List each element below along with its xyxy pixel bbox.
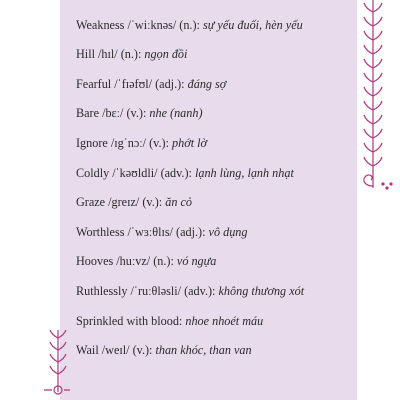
vocab-pronunciation: /huːvz/ <box>116 254 151 269</box>
vocab-term: Sprinkled with blood: <box>76 313 183 328</box>
vocab-part-of-speech: (v.): <box>149 136 169 151</box>
vocab-part-of-speech: (n.): <box>120 47 142 62</box>
vocab-meaning: ăn cỏ <box>165 195 192 210</box>
vocab-meaning: vó ngựa <box>176 254 217 269</box>
vocab-pronunciation: /ˈwiːknəs/ <box>127 17 177 32</box>
vocab-meaning: nhe (nanh) <box>149 106 203 121</box>
vine-ornament-left-icon <box>30 330 70 400</box>
vocab-pronunciation: /bɛː/ <box>102 106 124 121</box>
vocab-item-7 <box>76 186 352 216</box>
vocab-item-2 <box>76 38 352 68</box>
vocab-item-3 <box>76 67 352 97</box>
vocab-pronunciation: /ˈwɜːθlɪs/ <box>127 224 173 239</box>
vocab-term: Hill <box>76 47 95 62</box>
vocab-item-4 <box>76 97 352 127</box>
vocab-item-9 <box>76 245 352 275</box>
vocab-part-of-speech: (v.): <box>142 195 163 210</box>
vocab-part-of-speech: (adj.): <box>176 224 206 239</box>
vocab-term: Coldly <box>76 165 110 180</box>
vocab-pronunciation: /ɪgˈnɔː/ <box>110 136 147 151</box>
vocab-part-of-speech: (n.): <box>179 17 200 32</box>
vocab-pronunciation: /weɪl/ <box>101 343 130 358</box>
vocab-term: Weakness <box>76 17 125 32</box>
vocab-item-5 <box>76 126 352 156</box>
vocab-item-8 <box>76 215 352 245</box>
vocab-part-of-speech: (v.): <box>132 343 153 358</box>
vocab-meaning: đáng sợ <box>187 76 227 91</box>
vocab-term: Bare <box>76 106 100 121</box>
vocab-part-of-speech: (v.): <box>126 106 147 121</box>
vocab-term: Wail <box>76 343 99 358</box>
vocab-meaning: nhoe nhoét máu <box>185 313 264 328</box>
vocab-pronunciation: /hɪl/ <box>98 47 118 62</box>
vocab-item-6 <box>76 156 352 186</box>
vocab-term: Ignore <box>76 136 108 151</box>
vocab-meaning: vô dụng <box>208 224 248 239</box>
vocab-pronunciation: /greɪz/ <box>108 195 140 210</box>
vocab-item-12 <box>76 334 352 364</box>
vocab-item-10 <box>76 274 352 304</box>
vocab-meaning: phớt lờ <box>172 136 208 151</box>
vocab-item-11 <box>76 304 352 334</box>
vocab-term: Graze <box>76 195 106 210</box>
vocab-meaning: than khóc, than van <box>155 343 252 358</box>
vocab-term: Ruthlessly <box>76 284 128 299</box>
vocab-term: Worthless <box>76 224 125 239</box>
vocab-part-of-speech: (n.): <box>153 254 174 269</box>
vocab-pronunciation: /ˈfɪəfʊl/ <box>114 76 153 91</box>
vocab-term: Hooves <box>76 254 114 269</box>
vocab-part-of-speech: (adv.): <box>184 284 216 299</box>
vocab-part-of-speech: (adv.): <box>160 165 192 180</box>
vocab-pronunciation: /ˈkəʊldli/ <box>112 165 158 180</box>
vocab-meaning: ngọn đồi <box>144 47 188 62</box>
vocab-part-of-speech: (adj.): <box>155 76 185 91</box>
vocab-meaning: lạnh lùng, lạnh nhạt <box>194 165 294 180</box>
vocab-meaning: sự yếu đuối, hèn yếu <box>202 17 303 32</box>
vocab-pronunciation: /ˈruːθləsli/ <box>130 284 182 299</box>
vocabulary-list <box>76 8 352 363</box>
vocab-item-1 <box>76 8 352 38</box>
vine-ornament-right-icon <box>355 0 395 200</box>
vocab-term: Fearful <box>76 76 112 91</box>
vocab-meaning: không thương xót <box>218 284 305 299</box>
